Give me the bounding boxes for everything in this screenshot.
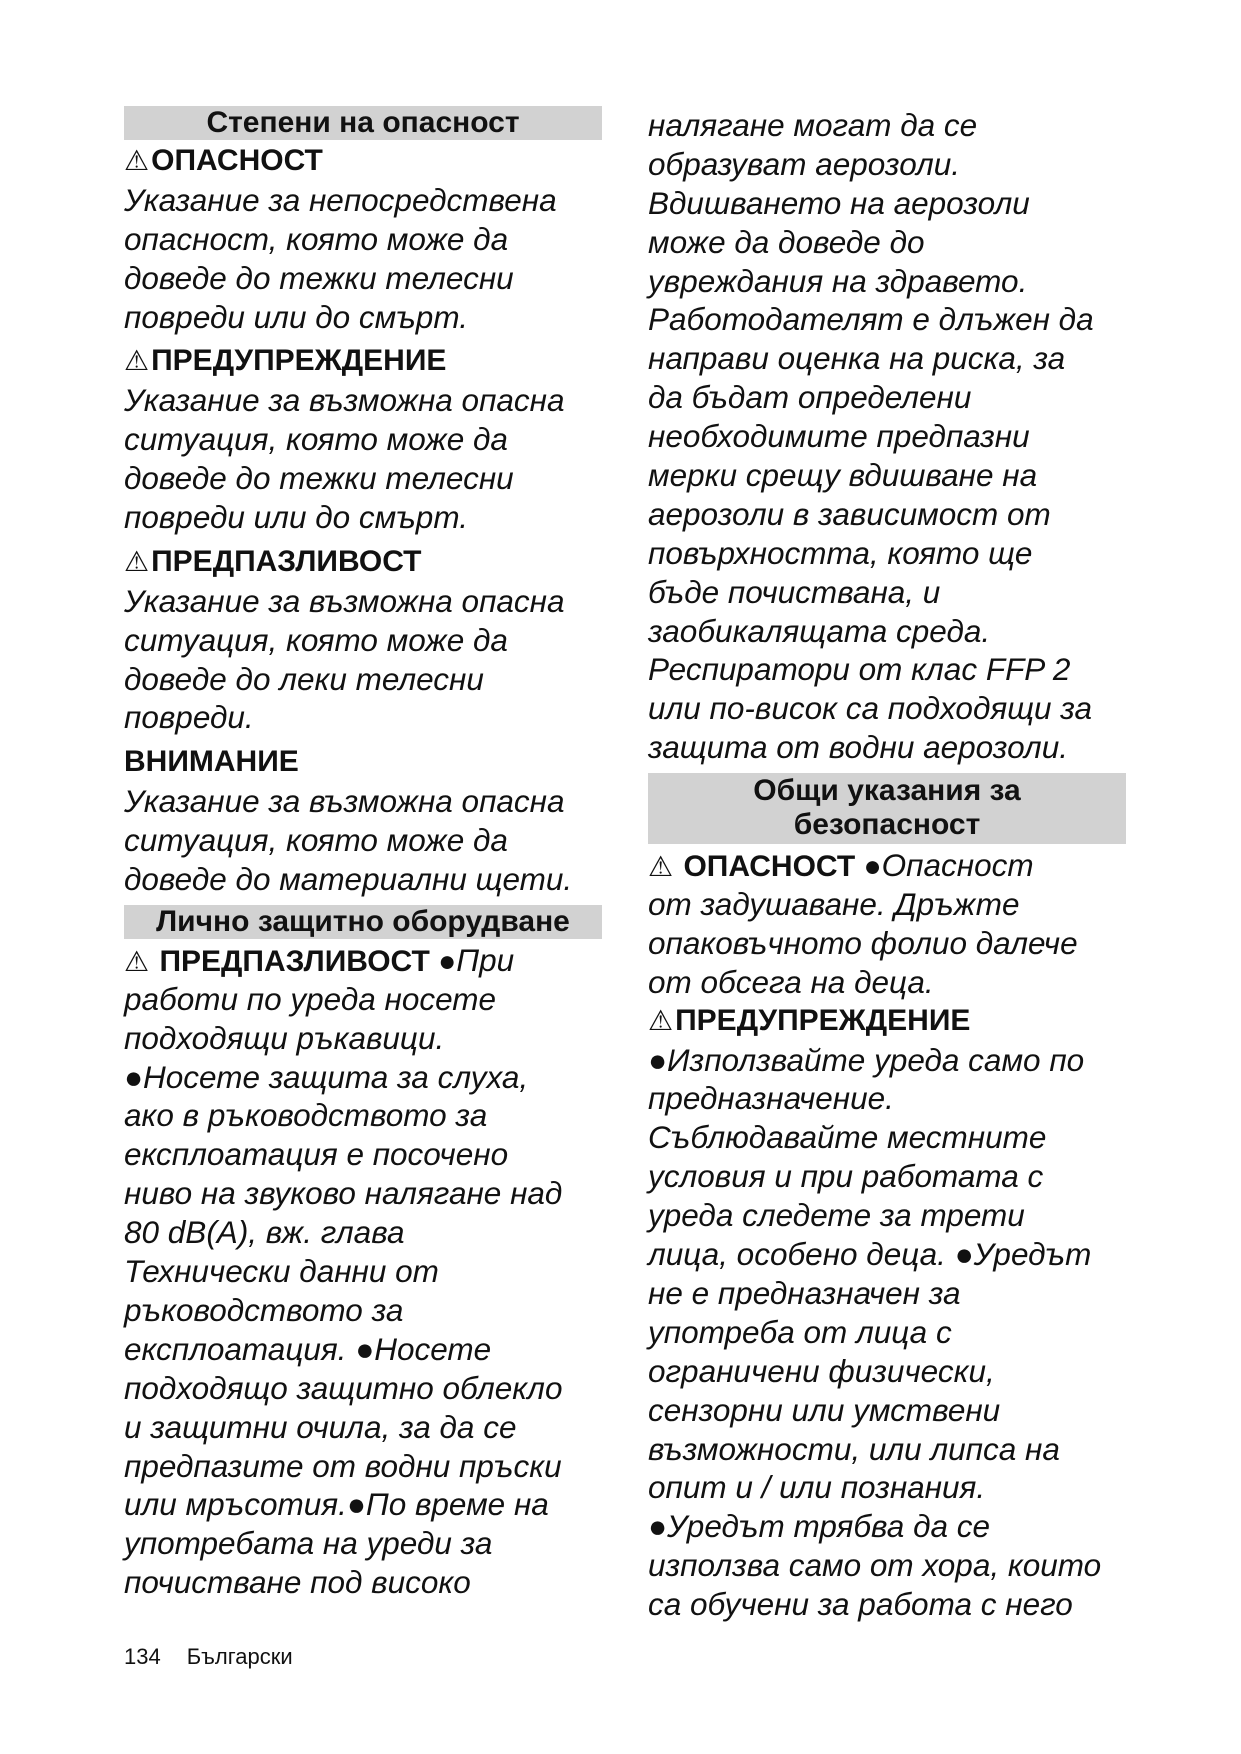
signal-label: ПРЕДПАЗЛИВОСТ bbox=[151, 544, 422, 578]
caution-text bbox=[124, 582, 602, 738]
warning-triangle-icon: ⚠ bbox=[648, 851, 674, 883]
warning-triangle-icon: ⚠ bbox=[124, 145, 150, 176]
signal-label: ПРЕДУПРЕЖДЕНИЕ bbox=[675, 1003, 971, 1037]
left-column bbox=[124, 106, 602, 1602]
text-line: ограничени физически, bbox=[648, 1352, 995, 1389]
text-line: ситуация, която може да bbox=[124, 421, 508, 458]
bullet-icon: ● bbox=[863, 850, 882, 884]
text-line: необходимите предпазни bbox=[648, 418, 1030, 455]
text-line: сензорни или умствени bbox=[648, 1391, 1001, 1428]
text-line: Вдишването на аерозоли bbox=[648, 184, 1030, 221]
bullet-icon: ● bbox=[438, 944, 457, 978]
text-line: доведе до материални щети. bbox=[124, 861, 573, 898]
text-line: Указание за непосредствена bbox=[124, 181, 557, 218]
text-line: повърхността, която ще bbox=[648, 534, 1033, 571]
signal-label: ОПАСНОСТ bbox=[683, 850, 856, 884]
warning-triangle-icon: ⚠ bbox=[124, 545, 150, 577]
text-line: ръководството за bbox=[124, 1291, 404, 1328]
signal-word-danger-general bbox=[648, 846, 1126, 885]
text-line: употреба от лица с bbox=[648, 1313, 952, 1350]
warning-triangle-icon: ⚠ bbox=[124, 345, 150, 377]
text-line: опит и / или познания. bbox=[648, 1469, 986, 1506]
text-line: Указание за възможна опасна bbox=[124, 382, 565, 419]
text-line: предназначение. bbox=[648, 1080, 894, 1117]
text-line: предпазите от водни пръски bbox=[124, 1447, 562, 1484]
text-line: увреждания на здравето. bbox=[648, 262, 1028, 299]
signal-word-danger bbox=[124, 142, 602, 181]
ppe-text bbox=[124, 980, 602, 1602]
text-line: направи оценка на риска, за bbox=[648, 340, 1066, 377]
text-line: или мръсотия.●По време на bbox=[124, 1486, 549, 1523]
section-title-line: безопасност bbox=[793, 808, 981, 842]
text-line: 80 dB(A), вж. глава bbox=[124, 1214, 405, 1251]
text-line: защита от водни аерозоли. bbox=[648, 729, 1068, 766]
aerosol-text bbox=[648, 106, 1126, 767]
text-line: доведе до тежки телесни bbox=[124, 460, 514, 497]
text-line: опаковъчното фолио далече bbox=[648, 924, 1078, 961]
signal-word-notice bbox=[124, 743, 602, 782]
text-line: бъде почиствана, и bbox=[648, 573, 941, 610]
signal-label: ВНИМАНИЕ bbox=[124, 745, 299, 779]
text-line: мерки срещу вдишване на bbox=[648, 457, 1038, 494]
text-line: подходящи ръкавици. bbox=[124, 1019, 445, 1056]
text-line: ●Уредът трябва да се bbox=[648, 1508, 991, 1545]
warning-triangle-icon: ⚠ bbox=[648, 1004, 674, 1036]
section-title-line: Общи указания за bbox=[753, 774, 1021, 808]
text-line: Технически данни от bbox=[124, 1253, 439, 1290]
text-line: използва само от хора, които bbox=[648, 1547, 1102, 1584]
signal-word-caution-ppe bbox=[124, 941, 602, 980]
text-line: аерозоли в зависимост от bbox=[648, 495, 1051, 532]
text-line: Указание за възможна опасна bbox=[124, 783, 565, 820]
text-line: уреда следете за трети bbox=[648, 1197, 1025, 1234]
text-line: Съблюдавайте местните bbox=[648, 1119, 1047, 1156]
text-line: или по-висок са подходящи за bbox=[648, 690, 1093, 727]
text-line: образуват аерозоли. bbox=[648, 145, 961, 182]
notice-text bbox=[124, 782, 602, 899]
signal-word-caution bbox=[124, 543, 602, 582]
footer-language: Български bbox=[186, 1644, 293, 1669]
text-line: употребата на уреди за bbox=[124, 1525, 493, 1562]
text-line: заобикалящата среда. bbox=[648, 612, 991, 649]
danger-general-text bbox=[648, 885, 1126, 1002]
page-number: 134 bbox=[124, 1644, 161, 1669]
warning-text bbox=[124, 381, 602, 537]
section-header-ppe bbox=[124, 905, 602, 939]
text-line: експлоатация. ●Носете bbox=[124, 1330, 492, 1367]
signal-word-warning bbox=[124, 342, 602, 381]
warning-general-text bbox=[648, 1041, 1126, 1624]
signal-label: ПРЕДУПРЕЖДЕНИЕ bbox=[151, 344, 447, 378]
text-line: повреди или до смърт. bbox=[124, 298, 468, 335]
text-line: и защитни очила, за да се bbox=[124, 1408, 517, 1445]
page-footer bbox=[124, 1644, 319, 1670]
text-line: от задушаване. Дръжте bbox=[648, 886, 1020, 923]
text-line: работи по уреда носете bbox=[124, 980, 497, 1017]
text-line: Работодателят е длъжен да bbox=[648, 301, 1094, 338]
text-line: доведе до тежки телесни bbox=[124, 259, 514, 296]
section-header-hazard-levels bbox=[124, 106, 602, 140]
signal-label: ПРЕДПАЗЛИВОСТ bbox=[159, 944, 430, 978]
text-line: ситуация, която може да bbox=[124, 822, 508, 859]
text-line: ако в ръководството за bbox=[124, 1097, 488, 1134]
text-line: налягане могат да се bbox=[648, 107, 978, 143]
text-line: доведе до леки телесни bbox=[124, 660, 484, 697]
text-line: опасност, която може да bbox=[124, 220, 509, 257]
text-line: ●Носете защита за слуха, bbox=[124, 1058, 529, 1095]
section-title: Степени на опасност bbox=[206, 106, 520, 139]
right-column bbox=[648, 106, 1126, 1624]
text-line: ниво на звуково налягане над bbox=[124, 1175, 563, 1212]
text-line: Указание за възможна опасна bbox=[124, 582, 565, 619]
text-line: от обсега на деца. bbox=[648, 963, 934, 1000]
text-line: ситуация, която може да bbox=[124, 621, 508, 658]
warning-triangle-icon: ⚠ bbox=[124, 945, 150, 977]
danger-text bbox=[124, 181, 602, 337]
text-line: почистване под високо bbox=[124, 1564, 471, 1601]
text-line: експлоатация е посочено bbox=[124, 1136, 509, 1173]
text-line: възможности, или липса на bbox=[648, 1430, 1060, 1467]
signal-label: ОПАСНОСТ bbox=[151, 144, 323, 177]
text-line: са обучени за работа с него bbox=[648, 1586, 1073, 1623]
text-line: повреди. bbox=[124, 699, 254, 736]
text-line: лица, особено деца. ●Уредът bbox=[648, 1236, 1092, 1273]
text-inline: При bbox=[456, 941, 515, 978]
text-line: повреди или до смърт. bbox=[124, 499, 468, 536]
text-line: ●Използвайте уреда само по bbox=[648, 1041, 1085, 1078]
text-line: може да доведе до bbox=[648, 223, 925, 260]
text-line: подходящо защитно облекло bbox=[124, 1369, 563, 1406]
text-inline: Опасност bbox=[881, 847, 1034, 884]
signal-word-warning-general bbox=[648, 1002, 1126, 1041]
text-line: не е предназначен за bbox=[648, 1274, 961, 1311]
text-line: условия и при работата с bbox=[648, 1158, 1044, 1195]
section-header-general-safety bbox=[648, 773, 1126, 844]
text-line: Респиратори от клас FFP 2 bbox=[648, 651, 1071, 688]
text-line: да бъдат определени bbox=[648, 379, 972, 416]
section-title: Лично защитно оборудване bbox=[156, 904, 570, 938]
